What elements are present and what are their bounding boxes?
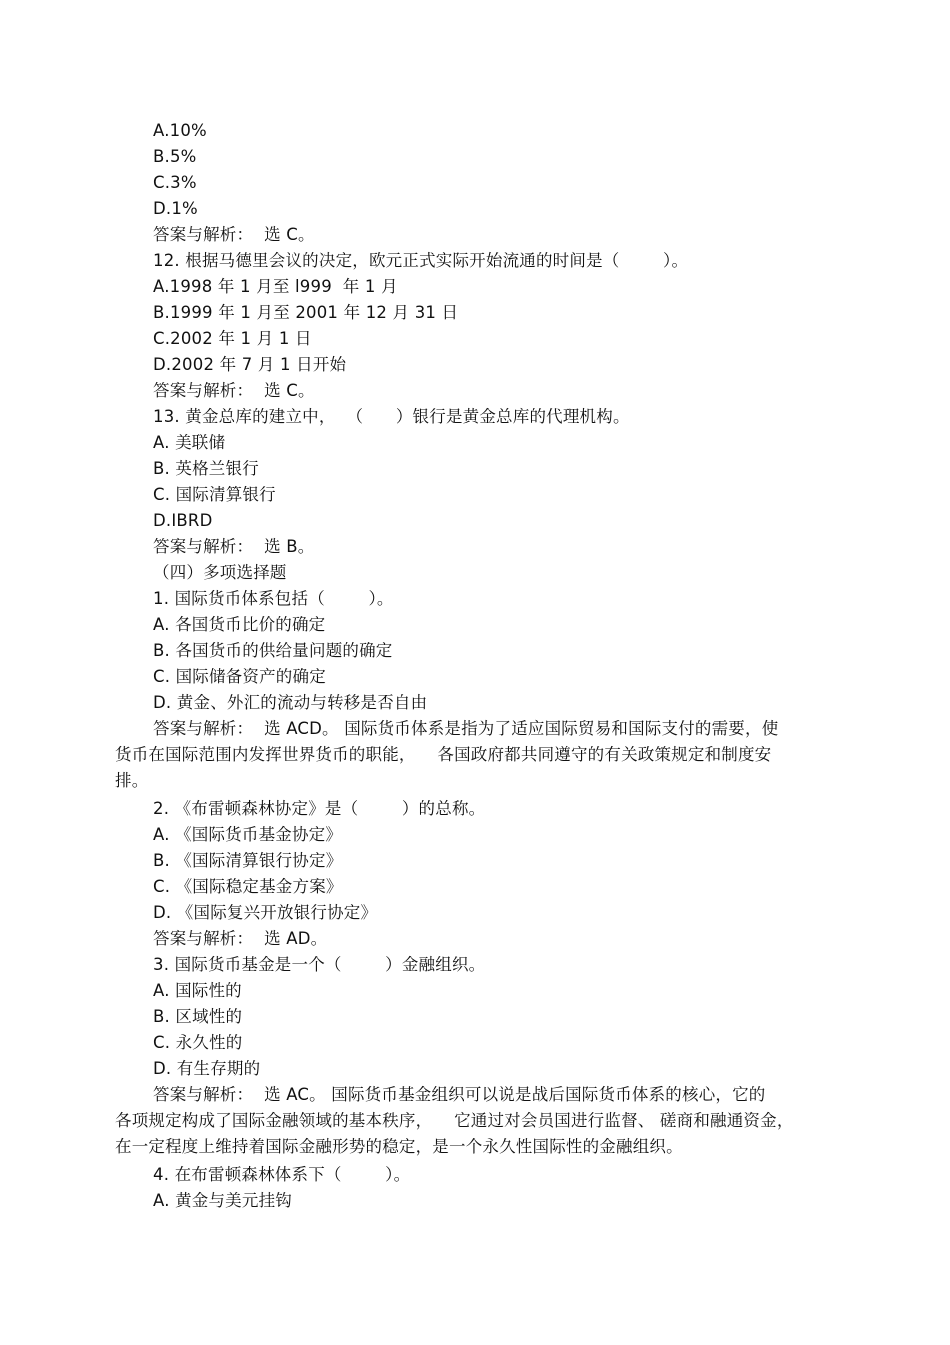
option-b: B. 《国际清算银行协定》 [153, 851, 343, 870]
option-c: C. 国际清算银行 [153, 485, 276, 504]
answer-line: 答案与解析： 选 C。 [153, 381, 315, 400]
option-c: C. 永久性的 [153, 1033, 243, 1052]
explanation-continued: 排。 [115, 771, 149, 790]
question-2: 2. 《布雷顿森林协定》是（ ）的总称。 [153, 799, 486, 818]
option-d: D.IBRD [153, 511, 213, 530]
explanation-continued: 货币在国际范围内发挥世界货币的职能， 各国政府都共同遵守的有关政策规定和制度安 [115, 745, 772, 764]
option-b: B. 各国货币的供给量问题的确定 [153, 641, 393, 660]
answer-explanation: 答案与解析： 选 AC。 国际货币基金组织可以说是战后国际货币体系的核心，它的 [153, 1085, 766, 1104]
option-c: C.2002 年 1 月 1 日 [153, 329, 312, 348]
option-d: D.2002 年 7 月 1 日开始 [153, 355, 347, 374]
section-heading: （四）多项选择题 [153, 563, 287, 582]
answer-line: 答案与解析： 选 B。 [153, 537, 315, 556]
option-a: A.1998 年 1 月至 l999 年 1 月 [153, 277, 398, 296]
explanation-continued: 在一定程度上维持着国际金融形势的稳定，是一个永久性国际性的金融组织。 [115, 1137, 683, 1156]
option-c: C.3% [153, 173, 197, 192]
option-d: D. 有生存期的 [153, 1059, 261, 1078]
question-13: 13. 黄金总库的建立中， （ ）银行是黄金总库的代理机构。 [153, 407, 630, 426]
question-12: 12. 根据马德里会议的决定，欧元正式实际开始流通的时间是（ ）。 [153, 251, 689, 270]
question-1: 1. 国际货币体系包括（ ）。 [153, 589, 394, 608]
option-a: A. 国际性的 [153, 981, 242, 1000]
option-b: B. 英格兰银行 [153, 459, 259, 478]
question-4: 4. 在布雷顿森林体系下（ ）。 [153, 1165, 411, 1184]
option-d: D. 《国际复兴开放银行协定》 [153, 903, 378, 922]
option-a: A. 《国际货币基金协定》 [153, 825, 343, 844]
option-c: C. 国际储备资产的确定 [153, 667, 326, 686]
answer-line: 答案与解析： 选 AD。 [153, 929, 328, 948]
option-a: A.10% [153, 121, 207, 140]
option-a: A. 美联储 [153, 433, 226, 452]
explanation-continued: 各项规定构成了国际金融领域的基本秩序， 它通过对会员国进行监督、 磋商和融通资金， [115, 1111, 794, 1130]
option-a: A. 各国货币比价的确定 [153, 615, 326, 634]
option-a: A. 黄金与美元挂钩 [153, 1191, 292, 1210]
option-c: C. 《国际稳定基金方案》 [153, 877, 343, 896]
option-b: B.1999 年 1 月至 2001 年 12 月 31 日 [153, 303, 459, 322]
option-b: B. 区域性的 [153, 1007, 243, 1026]
question-3: 3. 国际货币基金是一个（ ）金融组织。 [153, 955, 486, 974]
answer-explanation: 答案与解析： 选 ACD。 国际货币体系是指为了适应国际贸易和国际支付的需要，使 [153, 719, 779, 738]
option-d: D.1% [153, 199, 198, 218]
answer-line: 答案与解析： 选 C。 [153, 225, 315, 244]
option-d: D. 黄金、外汇的流动与转移是否自由 [153, 693, 428, 712]
option-b: B.5% [153, 147, 197, 166]
